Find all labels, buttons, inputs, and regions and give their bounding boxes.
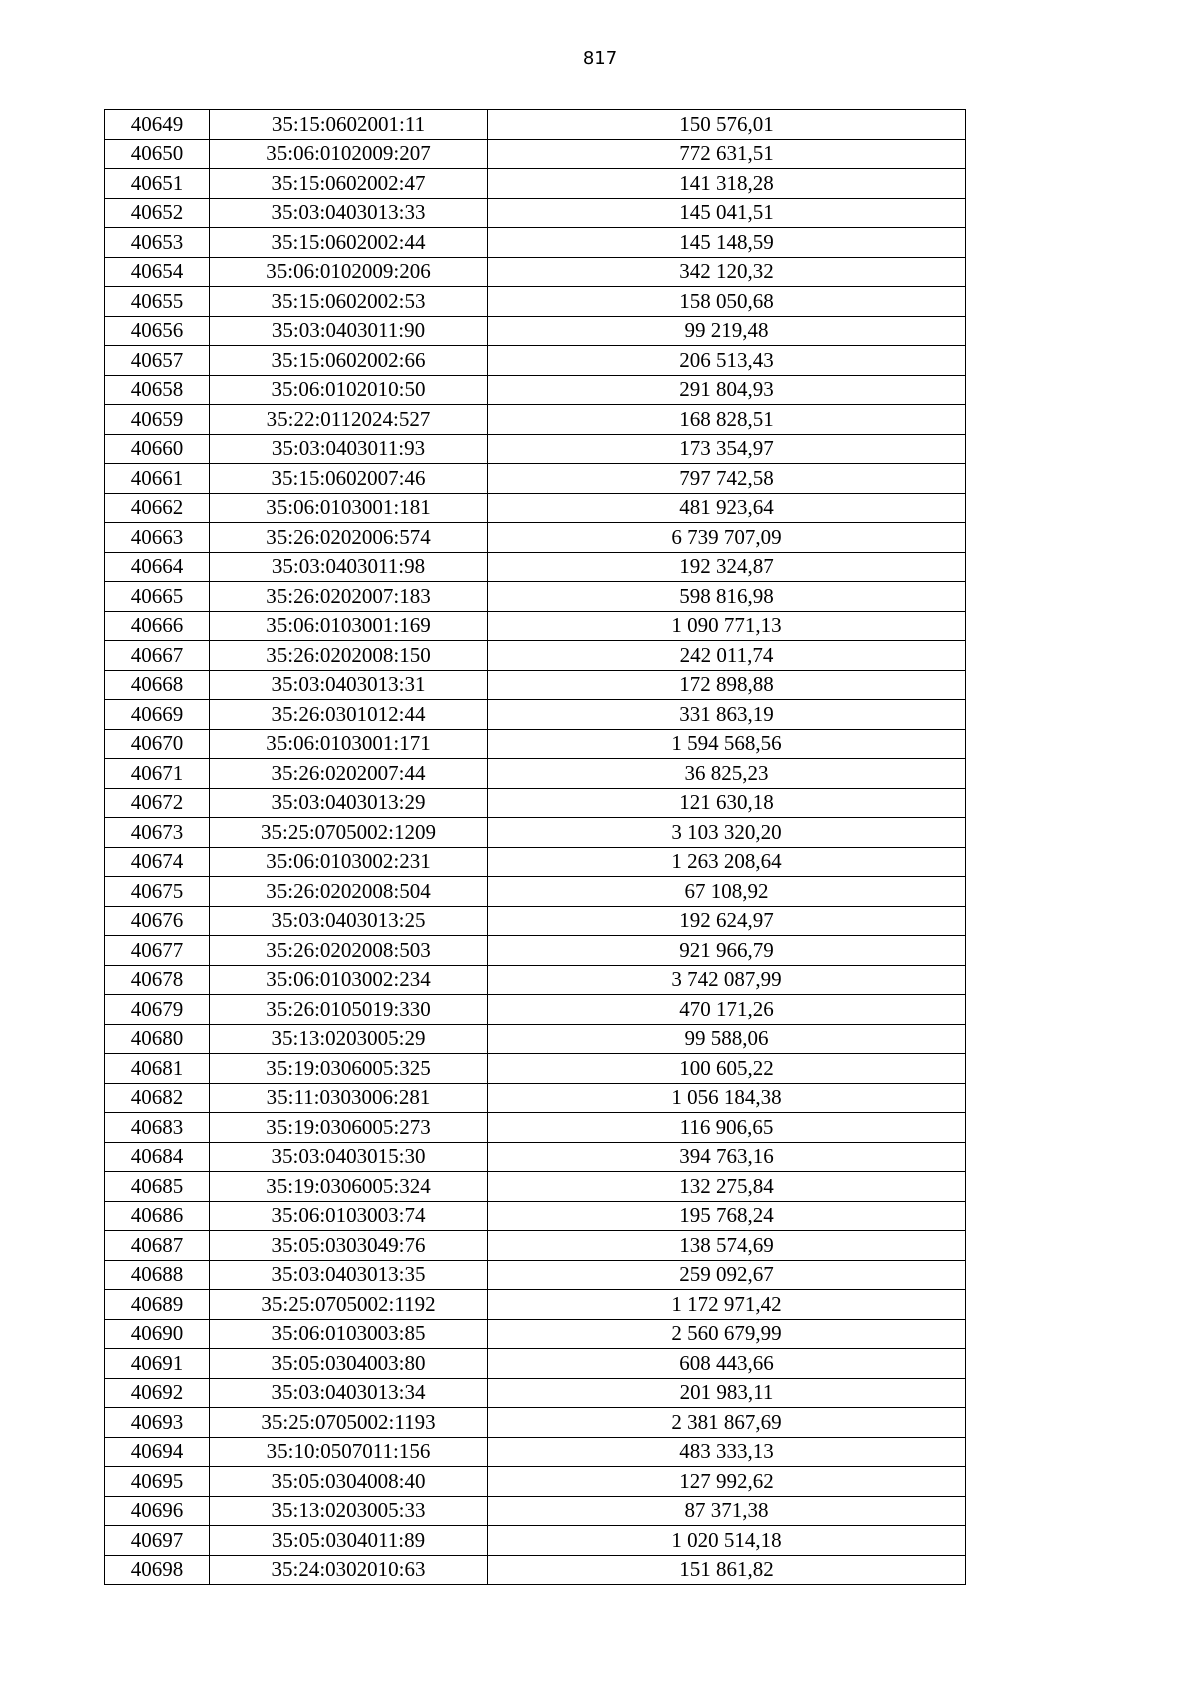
row-number-cell: 40673: [105, 818, 210, 848]
row-number-cell: 40672: [105, 788, 210, 818]
cadastral-value-cell: 1 172 971,42: [488, 1290, 966, 1320]
cadastral-number-cell: 35:26:0202006:574: [210, 523, 488, 553]
table-row: [105, 1378, 966, 1408]
row-number-cell: 40691: [105, 1349, 210, 1379]
cadastral-number-cell: 35:19:0306005:325: [210, 1054, 488, 1084]
cadastral-number-cell: 35:19:0306005:273: [210, 1113, 488, 1143]
cadastral-value-cell: 1 090 771,13: [488, 611, 966, 641]
cadastral-number-cell: 35:22:0112024:527: [210, 405, 488, 435]
cadastral-value-cell: 608 443,66: [488, 1349, 966, 1379]
table-row: [105, 1319, 966, 1349]
cadastral-value-cell: 173 354,97: [488, 434, 966, 464]
table-row: [105, 611, 966, 641]
row-number-cell: 40675: [105, 877, 210, 907]
cadastral-value-cell: 331 863,19: [488, 700, 966, 730]
row-number-cell: 40696: [105, 1496, 210, 1526]
table-row: [105, 552, 966, 582]
row-number-cell: 40669: [105, 700, 210, 730]
row-number-cell: 40692: [105, 1378, 210, 1408]
cadastral-value-cell: 151 861,82: [488, 1555, 966, 1585]
cadastral-number-cell: 35:06:0103002:234: [210, 965, 488, 995]
cadastral-value-cell: 1 020 514,18: [488, 1526, 966, 1556]
row-number-cell: 40651: [105, 169, 210, 199]
cadastral-number-cell: 35:03:0403011:98: [210, 552, 488, 582]
row-number-cell: 40681: [105, 1054, 210, 1084]
row-number-cell: 40683: [105, 1113, 210, 1143]
table-row: [105, 582, 966, 612]
cadastral-number-cell: 35:03:0403011:93: [210, 434, 488, 464]
cadastral-value-cell: 36 825,23: [488, 759, 966, 789]
cadastral-number-cell: 35:15:0602001:11: [210, 110, 488, 140]
cadastral-number-cell: 35:15:0602002:47: [210, 169, 488, 199]
table-row: [105, 1024, 966, 1054]
table-row: [105, 405, 966, 435]
cadastral-value-cell: 99 588,06: [488, 1024, 966, 1054]
row-number-cell: 40657: [105, 346, 210, 376]
cadastral-number-cell: 35:05:0304011:89: [210, 1526, 488, 1556]
row-number-cell: 40684: [105, 1142, 210, 1172]
row-number-cell: 40695: [105, 1467, 210, 1497]
row-number-cell: 40693: [105, 1408, 210, 1438]
table-row: [105, 670, 966, 700]
cadastral-value-cell: 206 513,43: [488, 346, 966, 376]
table-row: [105, 346, 966, 376]
cadastral-value-cell: 168 828,51: [488, 405, 966, 435]
row-number-cell: 40697: [105, 1526, 210, 1556]
table-row: [105, 198, 966, 228]
cadastral-value-cell: 772 631,51: [488, 139, 966, 169]
row-number-cell: 40678: [105, 965, 210, 995]
cadastral-value-cell: 141 318,28: [488, 169, 966, 199]
table-row: [105, 110, 966, 140]
cadastral-number-cell: 35:06:0102009:207: [210, 139, 488, 169]
table-row: [105, 523, 966, 553]
cadastral-number-cell: 35:06:0103001:171: [210, 729, 488, 759]
row-number-cell: 40676: [105, 906, 210, 936]
table-row: [105, 139, 966, 169]
cadastral-value-cell: 132 275,84: [488, 1172, 966, 1202]
cadastral-number-cell: 35:03:0403015:30: [210, 1142, 488, 1172]
cadastral-value-cell: 172 898,88: [488, 670, 966, 700]
cadastral-number-cell: 35:26:0202008:503: [210, 936, 488, 966]
cadastral-number-cell: 35:05:0303049:76: [210, 1231, 488, 1261]
cadastral-value-cell: 145 041,51: [488, 198, 966, 228]
table-row: [105, 1231, 966, 1261]
cadastral-value-cell: 2 560 679,99: [488, 1319, 966, 1349]
row-number-cell: 40668: [105, 670, 210, 700]
row-number-cell: 40680: [105, 1024, 210, 1054]
cadastral-number-cell: 35:24:0302010:63: [210, 1555, 488, 1585]
cadastral-number-cell: 35:06:0103001:169: [210, 611, 488, 641]
table-row: [105, 759, 966, 789]
row-number-cell: 40650: [105, 139, 210, 169]
cadastral-number-cell: 35:06:0103003:74: [210, 1201, 488, 1231]
cadastral-value-cell: 291 804,93: [488, 375, 966, 405]
table-row: [105, 1113, 966, 1143]
row-number-cell: 40677: [105, 936, 210, 966]
cadastral-number-cell: 35:26:0301012:44: [210, 700, 488, 730]
cadastral-value-cell: 100 605,22: [488, 1054, 966, 1084]
cadastral-value-cell: 67 108,92: [488, 877, 966, 907]
cadastral-value-cell: 470 171,26: [488, 995, 966, 1025]
cadastral-value-cell: 3 103 320,20: [488, 818, 966, 848]
table-row: [105, 464, 966, 494]
cadastral-number-cell: 35:06:0103003:85: [210, 1319, 488, 1349]
cadastral-number-cell: 35:03:0403013:31: [210, 670, 488, 700]
cadastral-value-cell: 6 739 707,09: [488, 523, 966, 553]
table-row: [105, 228, 966, 258]
table-row: [105, 936, 966, 966]
cadastral-number-cell: 35:06:0102009:206: [210, 257, 488, 287]
cadastral-value-cell: 138 574,69: [488, 1231, 966, 1261]
table-row: [105, 700, 966, 730]
table-row: [105, 818, 966, 848]
cadastral-value-table: [104, 109, 966, 1585]
row-number-cell: 40689: [105, 1290, 210, 1320]
cadastral-number-cell: 35:26:0202007:183: [210, 582, 488, 612]
cadastral-value-cell: 192 324,87: [488, 552, 966, 582]
cadastral-number-cell: 35:03:0403013:33: [210, 198, 488, 228]
cadastral-value-cell: 3 742 087,99: [488, 965, 966, 995]
row-number-cell: 40679: [105, 995, 210, 1025]
table-row: [105, 906, 966, 936]
table-row: [105, 1054, 966, 1084]
cadastral-number-cell: 35:06:0103001:181: [210, 493, 488, 523]
row-number-cell: 40653: [105, 228, 210, 258]
table-row: [105, 965, 966, 995]
row-number-cell: 40690: [105, 1319, 210, 1349]
table-row: [105, 375, 966, 405]
cadastral-number-cell: 35:26:0105019:330: [210, 995, 488, 1025]
cadastral-value-cell: 259 092,67: [488, 1260, 966, 1290]
cadastral-value-cell: 483 333,13: [488, 1437, 966, 1467]
row-number-cell: 40664: [105, 552, 210, 582]
row-number-cell: 40688: [105, 1260, 210, 1290]
table-row: [105, 257, 966, 287]
cadastral-number-cell: 35:15:0602002:66: [210, 346, 488, 376]
cadastral-value-cell: 342 120,32: [488, 257, 966, 287]
cadastral-value-cell: 195 768,24: [488, 1201, 966, 1231]
cadastral-number-cell: 35:13:0203005:33: [210, 1496, 488, 1526]
table-row: [105, 434, 966, 464]
cadastral-value-cell: 1 056 184,38: [488, 1083, 966, 1113]
table-row: [105, 1260, 966, 1290]
cadastral-value-cell: 121 630,18: [488, 788, 966, 818]
cadastral-value-cell: 921 966,79: [488, 936, 966, 966]
table-row: [105, 1172, 966, 1202]
table-row: [105, 847, 966, 877]
cadastral-value-cell: 116 906,65: [488, 1113, 966, 1143]
table-row: [105, 1290, 966, 1320]
cadastral-number-cell: 35:05:0304008:40: [210, 1467, 488, 1497]
cadastral-value-cell: 598 816,98: [488, 582, 966, 612]
cadastral-number-cell: 35:10:0507011:156: [210, 1437, 488, 1467]
cadastral-number-cell: 35:03:0403013:25: [210, 906, 488, 936]
row-number-cell: 40649: [105, 110, 210, 140]
cadastral-number-cell: 35:19:0306005:324: [210, 1172, 488, 1202]
cadastral-number-cell: 35:03:0403013:35: [210, 1260, 488, 1290]
table-row: [105, 729, 966, 759]
table-row: [105, 1496, 966, 1526]
cadastral-number-cell: 35:03:0403013:29: [210, 788, 488, 818]
row-number-cell: 40694: [105, 1437, 210, 1467]
cadastral-number-cell: 35:15:0602002:44: [210, 228, 488, 258]
table-row: [105, 877, 966, 907]
cadastral-number-cell: 35:06:0102010:50: [210, 375, 488, 405]
cadastral-number-cell: 35:03:0403011:90: [210, 316, 488, 346]
cadastral-value-cell: 2 381 867,69: [488, 1408, 966, 1438]
row-number-cell: 40656: [105, 316, 210, 346]
cadastral-number-cell: 35:25:0705002:1209: [210, 818, 488, 848]
row-number-cell: 40685: [105, 1172, 210, 1202]
cadastral-number-cell: 35:11:0303006:281: [210, 1083, 488, 1113]
row-number-cell: 40652: [105, 198, 210, 228]
cadastral-number-cell: 35:15:0602002:53: [210, 287, 488, 317]
cadastral-number-cell: 35:25:0705002:1192: [210, 1290, 488, 1320]
cadastral-number-cell: 35:26:0202007:44: [210, 759, 488, 789]
cadastral-number-cell: 35:13:0203005:29: [210, 1024, 488, 1054]
row-number-cell: 40659: [105, 405, 210, 435]
cadastral-value-cell: 1 594 568,56: [488, 729, 966, 759]
table-row: [105, 1201, 966, 1231]
table-row: [105, 788, 966, 818]
table-row: [105, 316, 966, 346]
row-number-cell: 40654: [105, 257, 210, 287]
row-number-cell: 40671: [105, 759, 210, 789]
cadastral-value-cell: 127 992,62: [488, 1467, 966, 1497]
cadastral-number-cell: 35:03:0403013:34: [210, 1378, 488, 1408]
row-number-cell: 40660: [105, 434, 210, 464]
cadastral-number-cell: 35:05:0304003:80: [210, 1349, 488, 1379]
row-number-cell: 40686: [105, 1201, 210, 1231]
cadastral-value-cell: 1 263 208,64: [488, 847, 966, 877]
table-row: [105, 493, 966, 523]
cadastral-value-cell: 192 624,97: [488, 906, 966, 936]
cadastral-value-cell: 158 050,68: [488, 287, 966, 317]
row-number-cell: 40658: [105, 375, 210, 405]
row-number-cell: 40667: [105, 641, 210, 671]
table-row: [105, 169, 966, 199]
row-number-cell: 40666: [105, 611, 210, 641]
cadastral-number-cell: 35:15:0602007:46: [210, 464, 488, 494]
table-row: [105, 1142, 966, 1172]
cadastral-value-cell: 481 923,64: [488, 493, 966, 523]
page-number: 817: [582, 48, 618, 69]
cadastral-value-cell: 99 219,48: [488, 316, 966, 346]
table-row: [105, 1555, 966, 1585]
cadastral-number-cell: 35:26:0202008:504: [210, 877, 488, 907]
table-row: [105, 287, 966, 317]
table-row: [105, 995, 966, 1025]
table-row: [105, 641, 966, 671]
table-row: [105, 1467, 966, 1497]
cadastral-number-cell: 35:25:0705002:1193: [210, 1408, 488, 1438]
cadastral-value-cell: 150 576,01: [488, 110, 966, 140]
cadastral-value-cell: 87 371,38: [488, 1496, 966, 1526]
table-row: [105, 1083, 966, 1113]
cadastral-value-cell: 145 148,59: [488, 228, 966, 258]
table-row: [105, 1408, 966, 1438]
cadastral-number-cell: 35:26:0202008:150: [210, 641, 488, 671]
row-number-cell: 40687: [105, 1231, 210, 1261]
row-number-cell: 40682: [105, 1083, 210, 1113]
row-number-cell: 40661: [105, 464, 210, 494]
table-row: [105, 1526, 966, 1556]
table-body: [105, 110, 966, 1585]
row-number-cell: 40674: [105, 847, 210, 877]
cadastral-value-cell: 242 011,74: [488, 641, 966, 671]
row-number-cell: 40698: [105, 1555, 210, 1585]
cadastral-value-cell: 394 763,16: [488, 1142, 966, 1172]
row-number-cell: 40655: [105, 287, 210, 317]
cadastral-value-cell: 201 983,11: [488, 1378, 966, 1408]
row-number-cell: 40663: [105, 523, 210, 553]
row-number-cell: 40665: [105, 582, 210, 612]
table-row: [105, 1437, 966, 1467]
row-number-cell: 40670: [105, 729, 210, 759]
row-number-cell: 40662: [105, 493, 210, 523]
table-row: [105, 1349, 966, 1379]
cadastral-value-cell: 797 742,58: [488, 464, 966, 494]
cadastral-number-cell: 35:06:0103002:231: [210, 847, 488, 877]
